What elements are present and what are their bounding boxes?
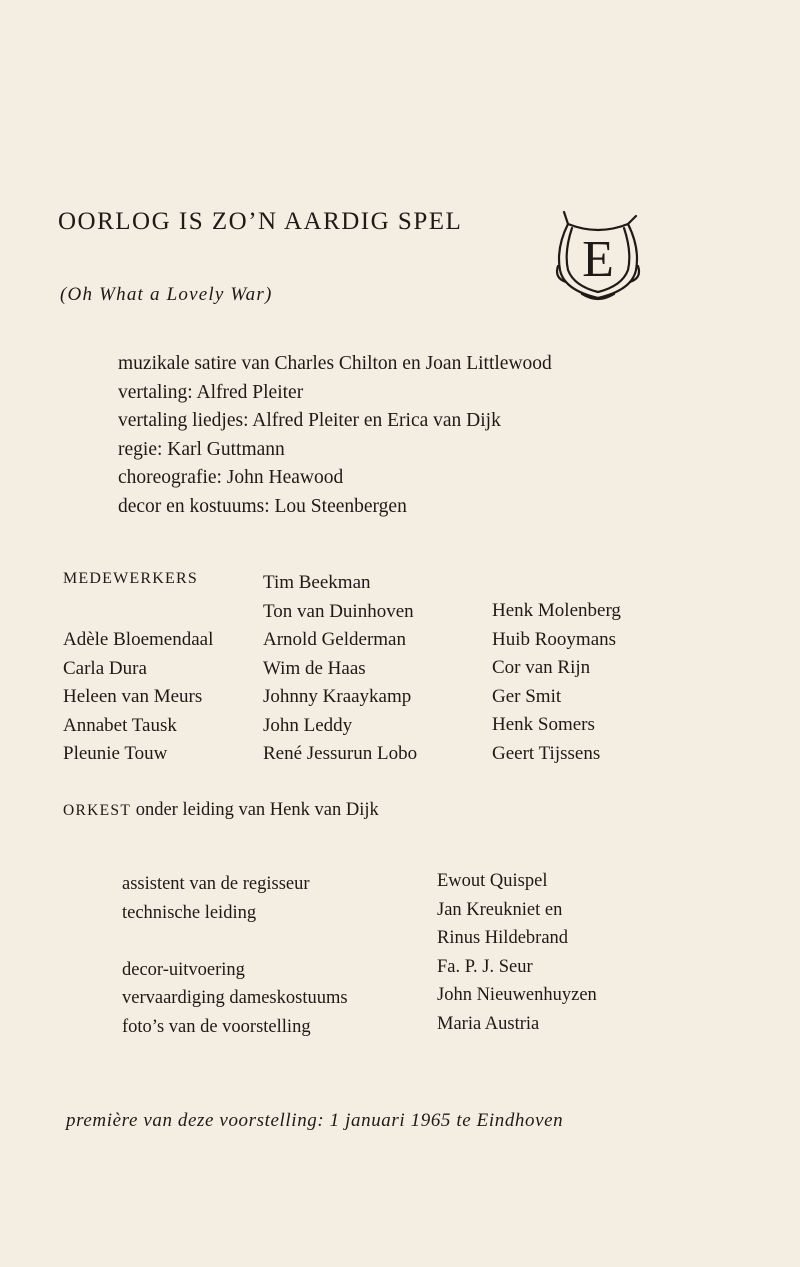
crew-name: Ewout Quispel: [437, 871, 548, 891]
cast-member: John Leddy: [263, 714, 353, 736]
orchestra-label: ORKEST: [63, 802, 132, 819]
crew-name: Jan Kreukniet en: [437, 899, 563, 920]
cast-member: Pleunie Touw: [63, 743, 168, 764]
cast-member: Huib Rooymans: [492, 628, 617, 650]
crew-roles: [122, 870, 348, 1041]
credit-line: regie: Karl Guttmann: [118, 438, 285, 460]
orchestra-line: [63, 800, 379, 821]
cast-column-2: [263, 569, 417, 769]
crew-role: assistent van de regisseur: [122, 874, 310, 894]
cast-column-1: [63, 626, 213, 769]
crew-role: vervaardiging dameskostuums: [122, 988, 348, 1008]
credits-list: [118, 350, 552, 521]
play-subtitle: (Oh What a Lovely War): [60, 284, 273, 305]
crew-name: Fa. P. J. Seur: [437, 956, 533, 977]
cast-member: Henk Molenberg: [492, 600, 621, 621]
logo-letter: E: [582, 231, 614, 288]
crew-name: Rinus Hildebrand: [437, 928, 569, 948]
cast-member: Cor van Rijn: [492, 657, 591, 678]
crew-name: Maria Austria: [437, 1013, 540, 1034]
crew-role: foto’s van de voorstelling: [122, 1016, 311, 1037]
credit-line: decor en kostuums: Lou Steenbergen: [118, 495, 407, 517]
credit-line: vertaling liedjes: Alfred Pleiter en Erica van Dijk: [118, 410, 501, 431]
credit-line: muzikale satire van Charles Chilton en Joan Littlewood: [118, 353, 552, 374]
cast-heading: MEDEWERKERS: [63, 570, 198, 587]
cast-member: René Jessurun Lobo: [263, 743, 418, 764]
crew-role-spacer: [122, 927, 348, 956]
crew-role: technische leiding: [122, 902, 257, 923]
orchestra-text: onder leiding van Henk van Dijk: [135, 800, 379, 820]
cast-member: Tim Beekman: [263, 572, 371, 593]
crew-name: John Nieuwenhuyzen: [437, 985, 597, 1005]
crew-role: decor-uitvoering: [122, 959, 245, 980]
cast-member: Adèle Bloemendaal: [63, 629, 214, 650]
premiere-line: première van deze voorstelling: 1 januari 1965 te Eindhoven: [66, 1110, 564, 1131]
cast-member: Wim de Haas: [263, 657, 366, 679]
cast-member: Arnold Gelderman: [263, 629, 406, 650]
credit-line: choreografie: John Heawood: [118, 467, 344, 488]
cast-member: Carla Dura: [63, 657, 147, 679]
cast-member: Johnny Kraaykamp: [263, 686, 412, 707]
cast-column-3: [492, 597, 621, 768]
credit-line: vertaling: Alfred Pleiter: [118, 381, 304, 403]
play-title: OORLOG IS ZO’N AARDIG SPEL: [58, 208, 463, 235]
theatre-logo-icon: [552, 208, 644, 304]
cast-member: Geert Tijssens: [492, 742, 601, 764]
cast-member: Heleen van Meurs: [63, 686, 203, 707]
cast-member: Ger Smit: [492, 685, 562, 707]
crew-names: [437, 867, 597, 1038]
cast-member: Henk Somers: [492, 714, 595, 735]
cast-member: Annabet Tausk: [63, 714, 177, 736]
cast-member: Ton van Duinhoven: [263, 600, 414, 622]
